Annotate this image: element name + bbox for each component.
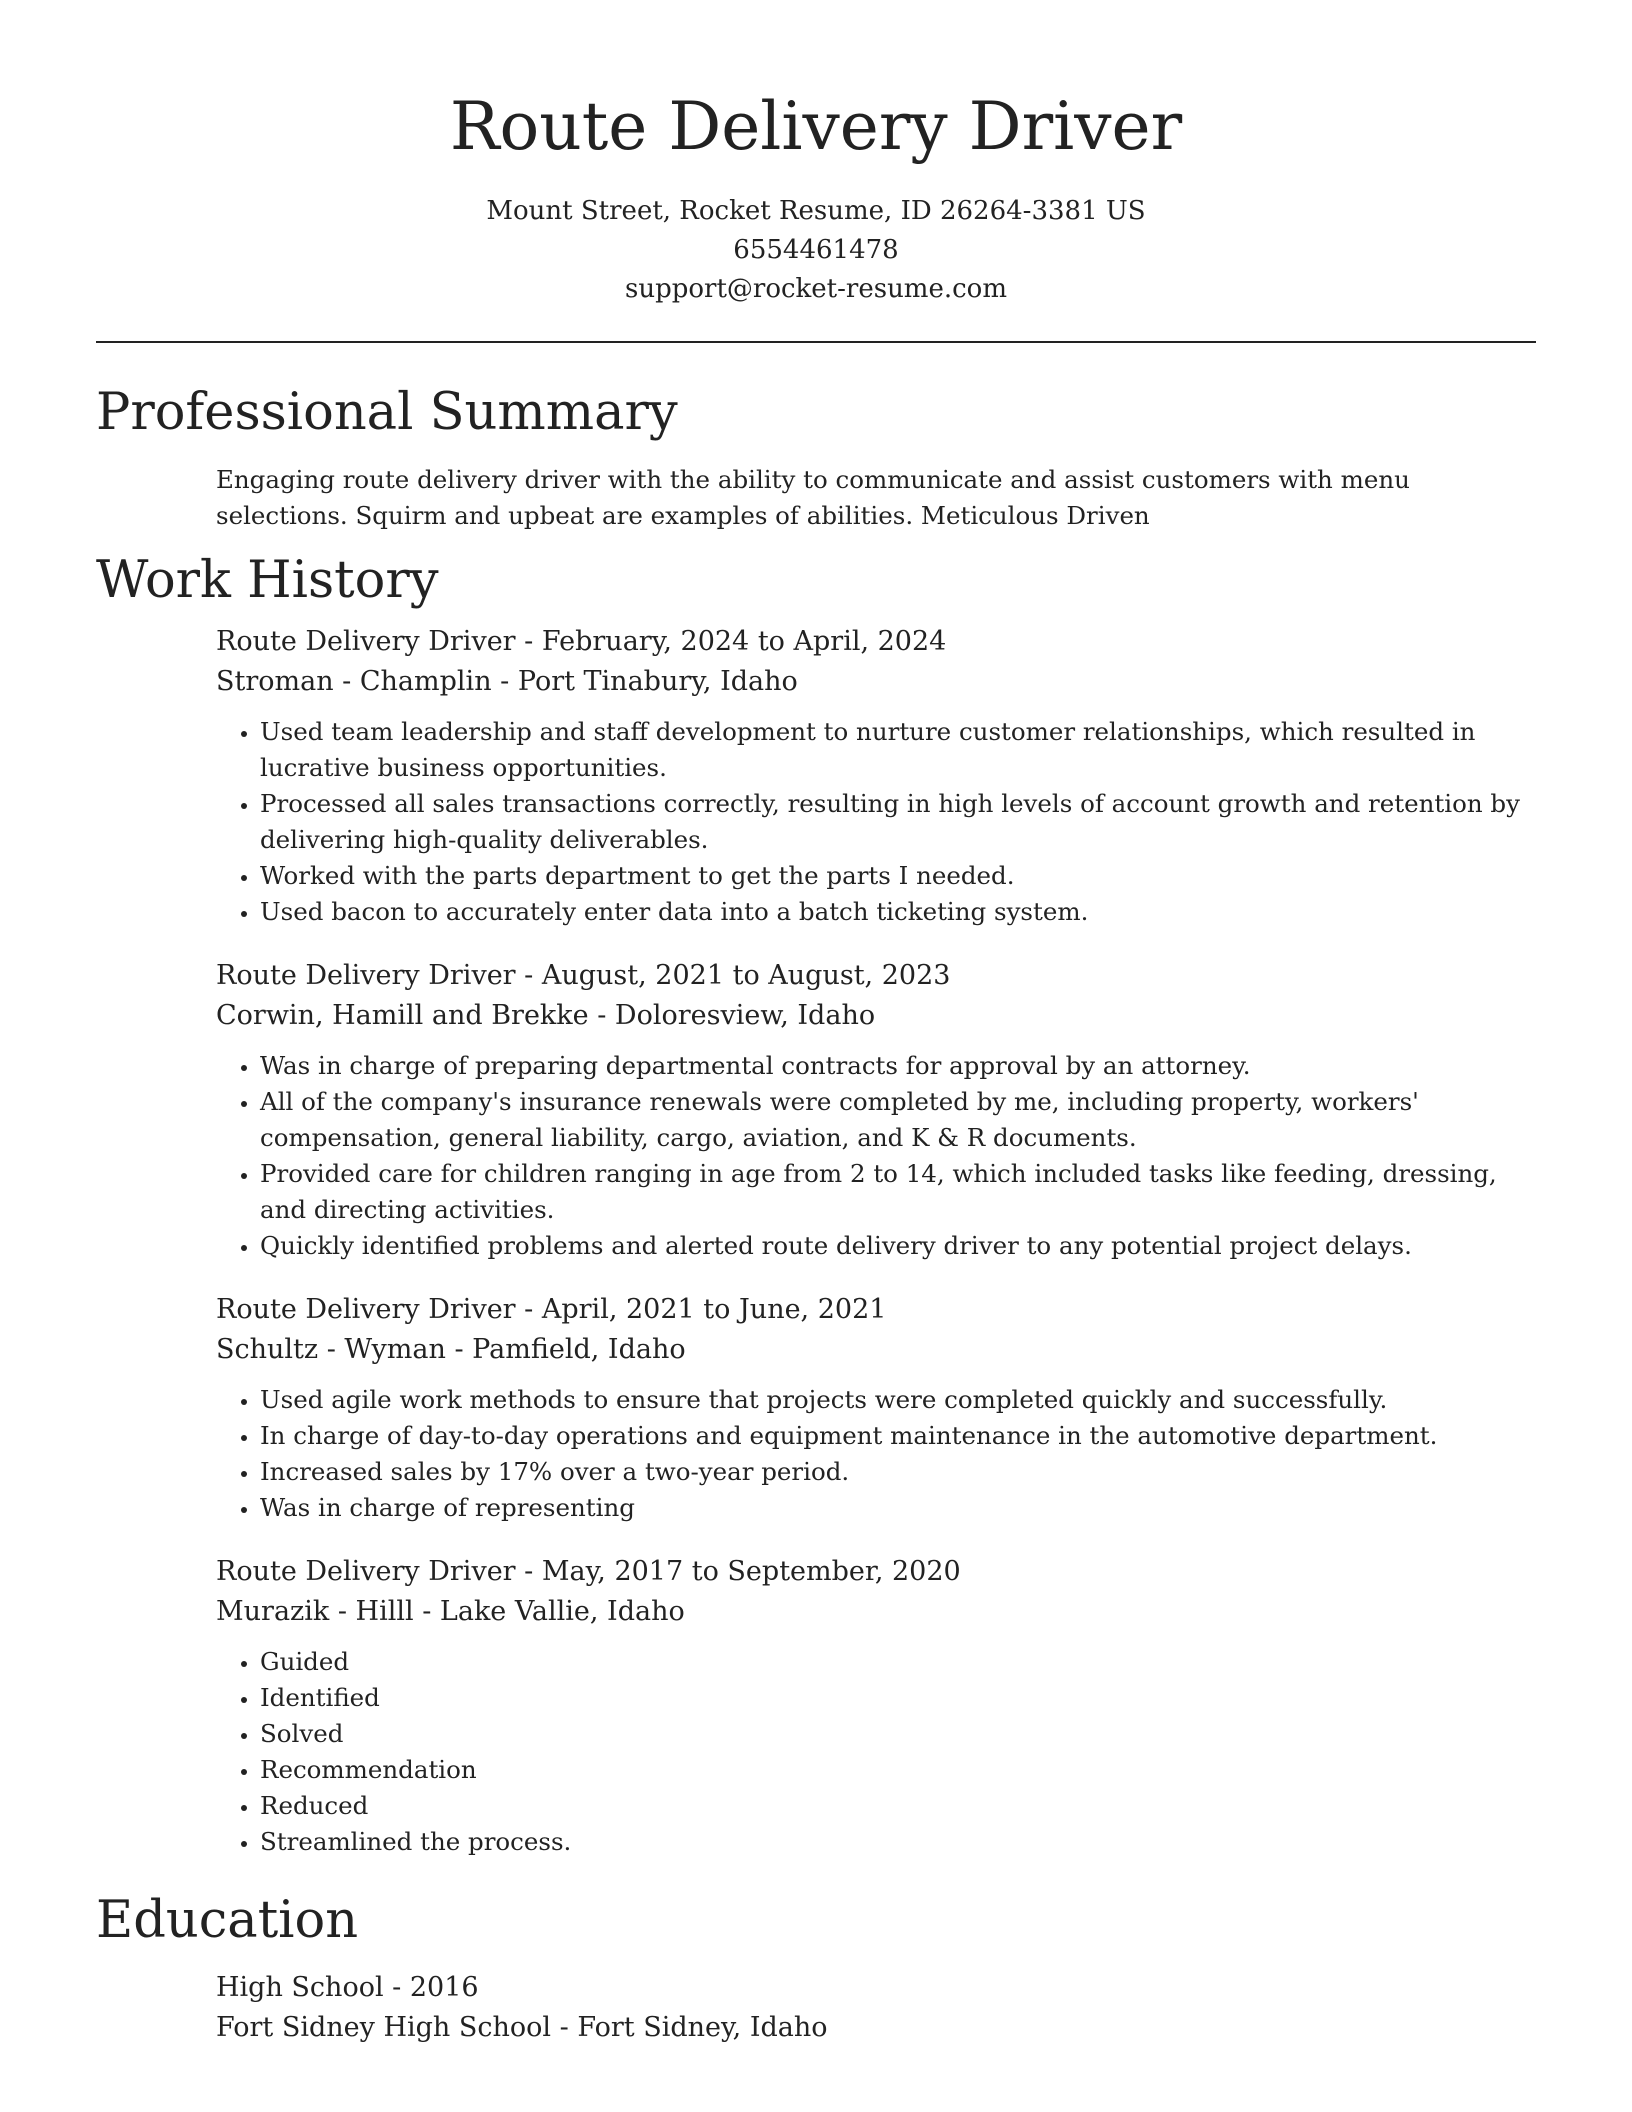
email: support@rocket-resume.com <box>624 274 1007 304</box>
job-bullets <box>216 1382 1536 1526</box>
resume-body <box>96 378 1536 2048</box>
job-bullet: • Reduced <box>260 1788 1536 1824</box>
job-bullet: • In charge of day-to-day operations and equipment maintenance in the automotive department. <box>260 1418 1536 1454</box>
job-bullets <box>216 1048 1536 1264</box>
job-bullet: • Was in charge of representing <box>260 1490 1536 1526</box>
job-bullets <box>216 714 1536 930</box>
job-company-line: Murazik - Hilll - Lake Vallie, Idaho <box>216 1596 685 1627</box>
job-bullet: • Used agile work methods to ensure that projects were completed quickly and successfully. <box>260 1382 1536 1418</box>
work-history-heading: Work History <box>96 551 439 610</box>
job-bullet: • Worked with the parts department to get the parts I needed. <box>260 858 1536 894</box>
job-title-line: Route Delivery Driver - April, 2021 to June, 2021 <box>216 1294 887 1325</box>
school-line: Fort Sidney High School - Fort Sidney, Idaho <box>216 2012 828 2043</box>
job-company-line: Stroman - Champlin - Port Tinabury, Idaho <box>216 666 798 697</box>
header-divider <box>96 341 1536 343</box>
job-bullet: • Quickly identified problems and alerted route delivery driver to any potential project delays. <box>260 1228 1536 1264</box>
job-entry <box>216 956 1536 1264</box>
job-entry <box>216 1552 1536 1860</box>
phone: 6554461478 <box>733 235 899 265</box>
job-bullets <box>216 1644 1536 1860</box>
job-title-line: Route Delivery Driver - May, 2017 to September, 2020 <box>216 1556 961 1587</box>
job-bullet: • Solved <box>260 1716 1536 1752</box>
job-bullet: • Used bacon to accurately enter data into a batch ticketing system. <box>260 894 1536 930</box>
resume-header <box>0 84 1632 309</box>
address: Mount Street, Rocket Resume, ID 26264-3381 US <box>486 196 1146 226</box>
job-bullet: • Streamlined the process. <box>260 1824 1536 1860</box>
job-bullet: • Guided <box>260 1644 1536 1680</box>
degree-line: High School - 2016 <box>216 1972 479 2003</box>
work-history-section <box>96 546 1536 1860</box>
summary-text: Engaging route delivery driver with the ability to communicate and assist customers with menu selections. Squirm and upbeat are examples of abilities. Meticulous Driven <box>216 465 1410 530</box>
job-title-line: Route Delivery Driver - February, 2024 to April, 2024 <box>216 626 947 657</box>
education-heading: Education <box>96 1891 359 1950</box>
job-bullet: • Was in charge of preparing departmental contracts for approval by an attorney. <box>260 1048 1536 1084</box>
job-company-line: Schultz - Wyman - Pamfield, Idaho <box>216 1334 686 1365</box>
job-company-line: Corwin, Hamill and Brekke - Doloresview, Idaho <box>216 1000 876 1031</box>
job-bullet: • All of the company's insurance renewals were completed by me, including property, workers' compensation, general liability, cargo, aviation, and K & R documents. <box>260 1084 1536 1156</box>
summary-section <box>96 378 1536 534</box>
job-bullet: • Processed all sales transactions correctly, resulting in high levels of account growth and retention by delivering high-quality deliverables. <box>260 786 1536 858</box>
job-bullet: • Used team leadership and staff development to nurture customer relationships, which resulted in lucrative business opportunities. <box>260 714 1536 786</box>
education-section <box>96 1886 1536 2048</box>
job-entry <box>216 1290 1536 1526</box>
job-title-line: Route Delivery Driver - August, 2021 to August, 2023 <box>216 960 951 991</box>
education-entry <box>216 1968 1536 2048</box>
candidate-name: Route Delivery Driver <box>449 88 1183 165</box>
job-bullet: • Provided care for children ranging in age from 2 to 14, which included tasks like feeding, dressing, and directing activities. <box>260 1156 1536 1228</box>
job-bullet: • Increased sales by 17% over a two-year period. <box>260 1454 1536 1490</box>
job-bullet: • Identified <box>260 1680 1536 1716</box>
job-entry <box>216 622 1536 930</box>
job-bullet: • Recommendation <box>260 1752 1536 1788</box>
summary-heading: Professional Summary <box>96 383 678 442</box>
